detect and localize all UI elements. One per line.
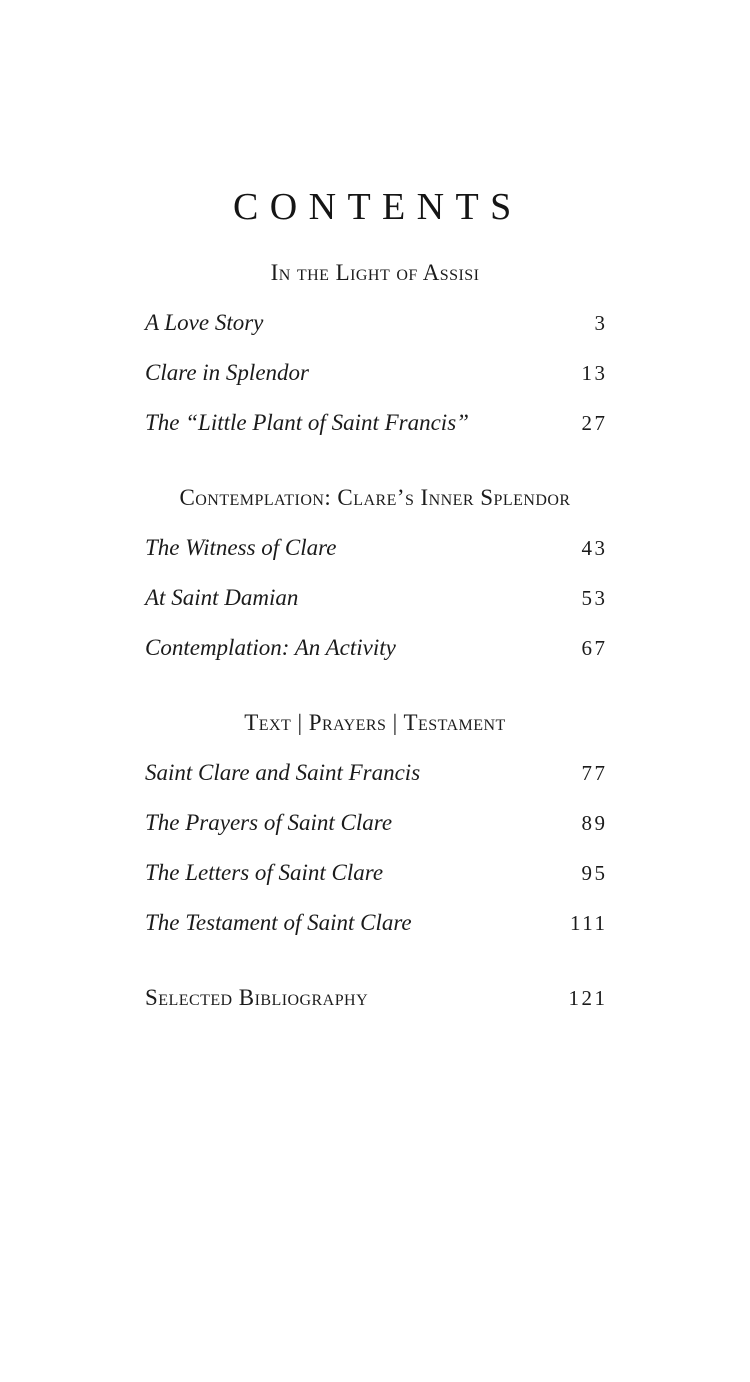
entry-page-number: 53 <box>581 586 608 610</box>
toc-entry[interactable] <box>145 623 608 673</box>
entry-title: The Prayers of Saint Clare <box>145 810 393 835</box>
toc-entry[interactable] <box>145 848 608 898</box>
section-heading: In the Light of Assisi <box>270 260 480 285</box>
entry-title: Saint Clare and Saint Francis <box>145 760 421 785</box>
toc-entry[interactable] <box>145 898 608 948</box>
book-contents-page <box>0 182 750 1382</box>
entry-page-number: 13 <box>581 361 608 385</box>
toc-entry[interactable] <box>145 573 608 623</box>
entry-page-number: 43 <box>581 536 608 560</box>
toc-section <box>145 248 608 448</box>
entry-title: Selected Bibliography <box>145 985 369 1010</box>
toc-entry[interactable] <box>145 348 608 398</box>
entry-page-number: 95 <box>581 861 608 885</box>
entry-page-number: 3 <box>594 311 608 335</box>
entry-page-number: 111 <box>570 911 608 935</box>
contents-body <box>145 182 608 1023</box>
entry-page-number: 77 <box>581 761 608 785</box>
entry-title: The Witness of Clare <box>145 535 337 560</box>
entry-title: Contemplation: An Activity <box>145 635 396 660</box>
entry-page-number: 27 <box>581 411 608 435</box>
toc-sections <box>145 248 608 948</box>
entry-title: The “Little Plant of Saint Francis” <box>145 410 469 435</box>
entry-title: A Love Story <box>145 310 264 335</box>
toc-entry[interactable] <box>145 523 608 573</box>
toc-section <box>145 473 608 673</box>
entry-page-number: 67 <box>581 636 608 660</box>
toc-entry[interactable] <box>145 748 608 798</box>
section-heading: Contemplation: Clare’s Inner Splendor <box>179 485 571 510</box>
entry-title: The Testament of Saint Clare <box>145 910 412 935</box>
entry-page-number: 121 <box>568 986 608 1010</box>
toc-entry-bibliography[interactable] <box>145 973 608 1023</box>
section-heading: Text | Prayers | Testament <box>244 710 506 735</box>
entry-page-number: 89 <box>581 811 608 835</box>
toc-entry[interactable] <box>145 298 608 348</box>
page-title: CONTENTS <box>233 186 523 228</box>
entry-title: The Letters of Saint Clare <box>145 860 384 885</box>
entry-title: Clare in Splendor <box>145 360 309 385</box>
toc-entry[interactable] <box>145 398 608 448</box>
toc-section <box>145 698 608 948</box>
toc-entry[interactable] <box>145 798 608 848</box>
entry-title: At Saint Damian <box>145 585 299 610</box>
